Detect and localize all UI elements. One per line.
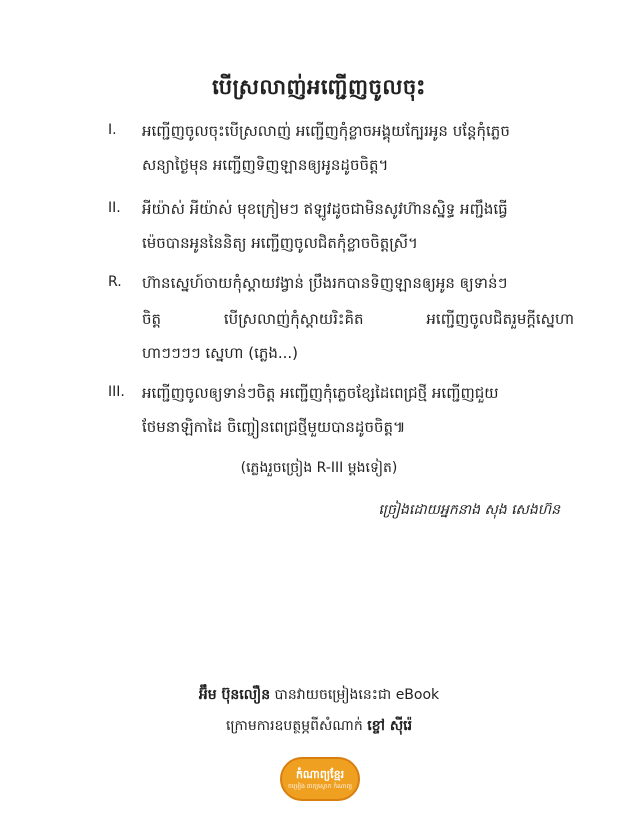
typist-text: បានវាយចម្រៀងនេះជា bbox=[270, 687, 396, 703]
verse-line: ថែមនាឡិកាដៃ ចិញ្ចៀនពេជ្រថ្មីមួយបានដូចចិត្ត៕ bbox=[142, 418, 406, 436]
verse-number: III. bbox=[108, 384, 125, 400]
verse-line: ម៉េចបានអូននៃនិត្យ អញ្ជើញចូលជិតកុំខ្លាចចិត្តស្រី។ bbox=[142, 234, 418, 252]
sponsor-credit bbox=[0, 716, 638, 737]
typist-name: អ៊ឹម ប៊ុនលឿន bbox=[198, 687, 271, 703]
verse-line: ហាៗៗៗៗ ស្នេហា (ភ្លេង...) bbox=[142, 344, 299, 362]
sponsor-name: ខ្ចៅ ស៊ីរ៉េ bbox=[367, 718, 413, 734]
repeat-instruction: (ភ្លេងរួចច្រៀង R-III ម្តងទៀត) bbox=[240, 460, 398, 476]
verse-number: I. bbox=[108, 122, 117, 138]
verse-word: បើស្រលាញ់កុំស្តាយរិះគិត bbox=[223, 310, 364, 328]
verse-line-justified bbox=[142, 310, 574, 332]
verse-line: អញ្ជើញចូលចុះបើស្រលាញ់ អញ្ជើញកុំខ្លាចអង្គុយក្បែរអូន បន្តែកុំភ្លេច bbox=[142, 122, 510, 140]
verse-line: ហ៊ានស្នេហ៍ចាយកុំស្តាយវង្វាន់ ប្រឹងរកបានទិញឡានឲ្យអូន ឲ្យទាន់ៗ bbox=[142, 274, 508, 292]
verse-number: II. bbox=[108, 200, 121, 216]
ebook-label: eBook bbox=[395, 687, 440, 703]
verse-word: អញ្ជើញចូលជិតរួមក្តីស្នេហា bbox=[426, 310, 574, 328]
typist-credit bbox=[0, 685, 638, 706]
verse-number: R. bbox=[108, 274, 122, 290]
sponsor-text: ក្រោមការឧបត្ថម្ភពីសំណាក់ bbox=[225, 718, 368, 734]
song-title: បើស្រលាញ់អញ្ជើញចូលចុះ bbox=[212, 75, 426, 99]
logo-subtext: ចម្រៀង ពាក្យស្លោក កំណាព្យ bbox=[288, 782, 352, 790]
verse-line: សន្យាថ្ងៃមុន អញ្ជើញទិញឡានឲ្យអូនដូចចិត្ត។ bbox=[142, 156, 389, 174]
verse-word: ចិត្ត bbox=[142, 310, 162, 328]
verse-line: អញ្ជើញចូលឲ្យទាន់ៗចិត្ត អញ្ជើញកុំភ្លេចខ្សែដៃពេជ្រថ្មី អញ្ជើញជួយ bbox=[142, 384, 499, 402]
singer-credit: ច្រៀងដោយអ្នកនាង សុង សេងហ៊ន bbox=[378, 502, 560, 518]
verse-line: អីយ៉ាស់ អីយ៉ាស់ មុខក្រៀមៗ ឥឡូវដូចជាមិនសូវហ៊ានស្និទ្ធ អញ្ជឹងធ្វើ bbox=[142, 200, 508, 218]
site-logo bbox=[280, 757, 360, 801]
logo-text: កំណាព្យខ្មែរ bbox=[295, 767, 345, 781]
